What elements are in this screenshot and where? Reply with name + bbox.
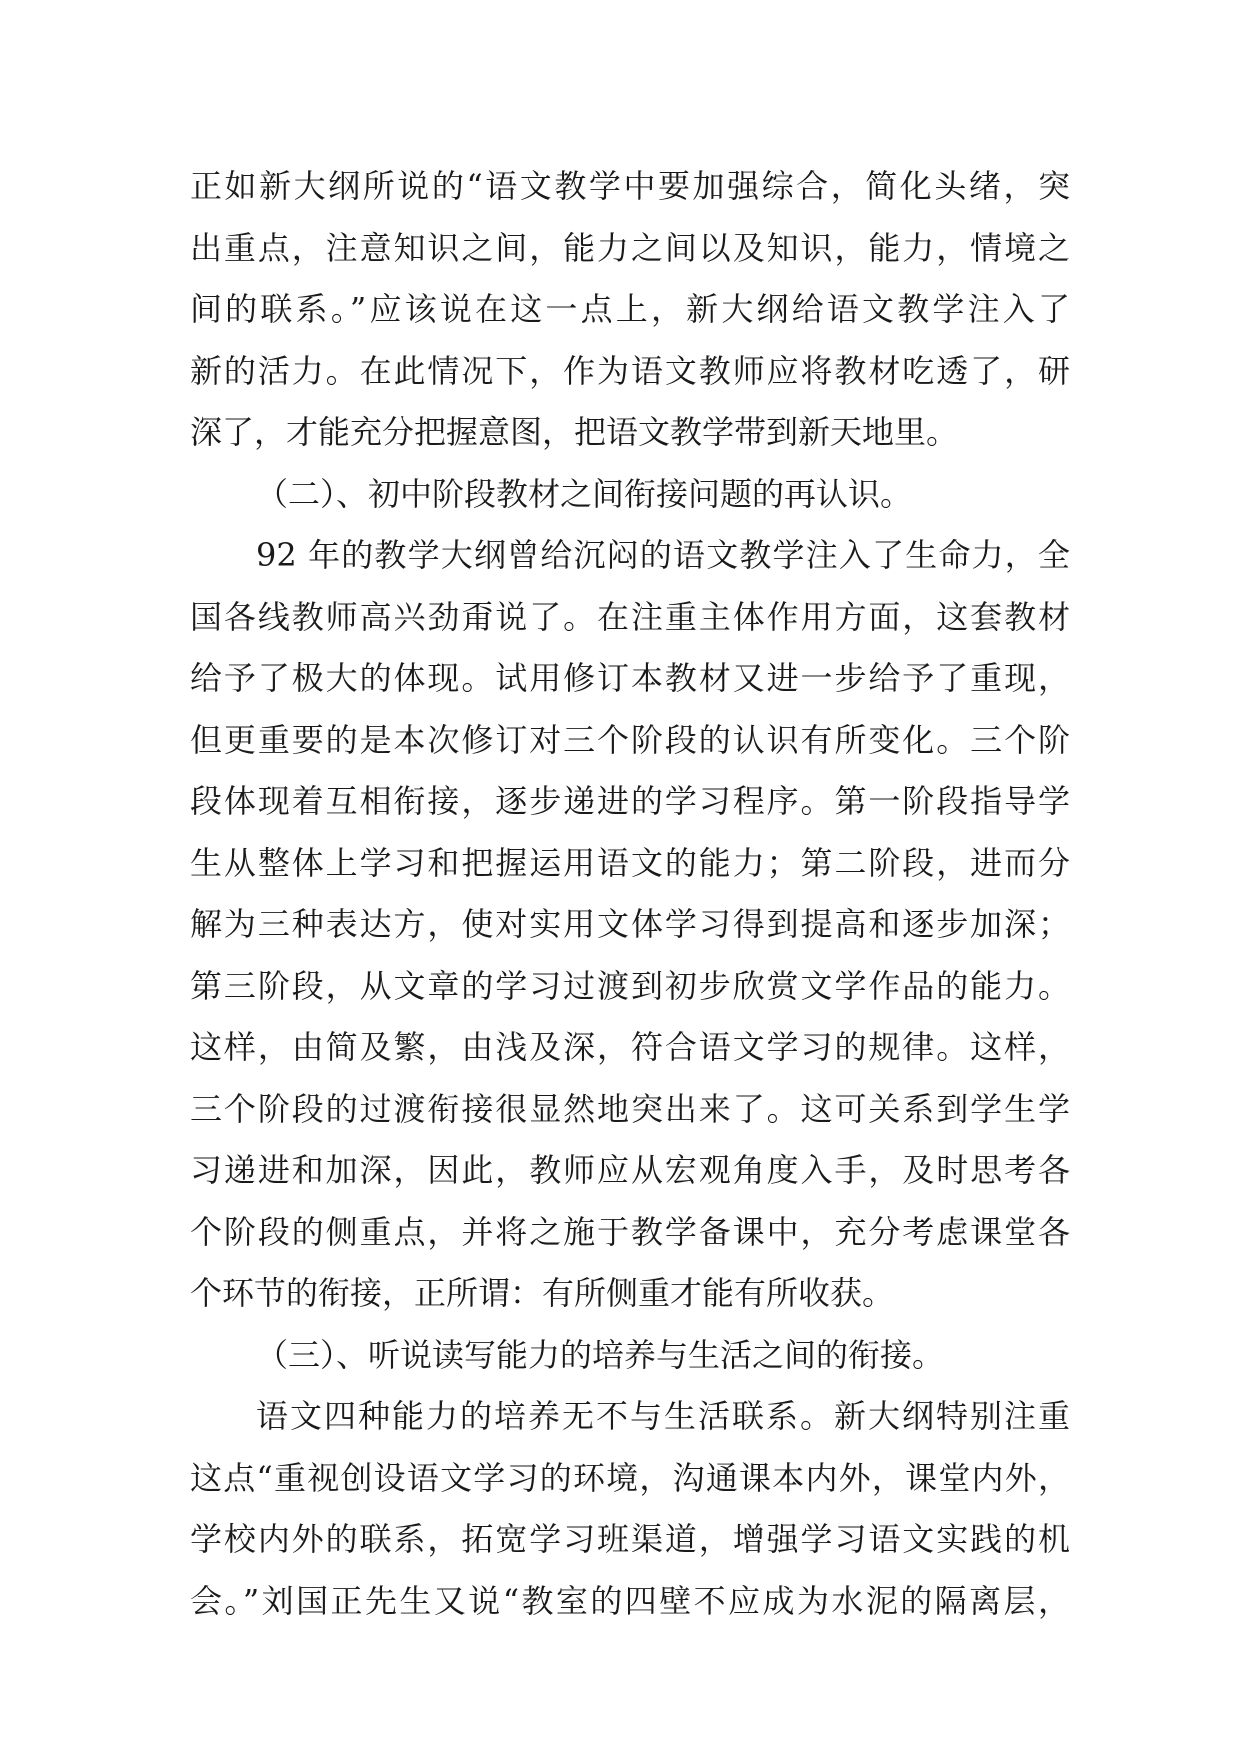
text-line: 深了，才能充分把握意图，把语文教学带到新天地里。	[190, 413, 959, 451]
text-line: 间的联系。”应该说在这一点上，新大纲给语文教学注入了	[190, 290, 1070, 328]
text-line: 学校内外的联系，拓宽学习班渠道，增强学习语文实践的机	[190, 1520, 1070, 1558]
text-line: 给予了极大的体现。试用修订本教材又进一步给予了重现，	[190, 659, 1070, 697]
text-line: 段体现着互相衔接，逐步递进的学习程序。第一阶段指导学	[190, 782, 1070, 820]
paragraph-first-line: 92 年的教学大纲曾给沉闷的语文教学注入了生命力，全	[256, 536, 1070, 574]
text-line: 这点“重视创设语文学习的环境，沟通课本内外，课堂内外，	[190, 1458, 1070, 1497]
text-line: 习递进和加深，因此，教师应从宏观角度入手，及时思考各	[190, 1151, 1070, 1189]
text-line: 新的活力。在此情况下，作为语文教师应将教材吃透了，研	[190, 351, 1070, 390]
text-line: 三个阶段的过渡衔接很显然地突出来了。这可关系到学生学	[190, 1089, 1070, 1128]
text-line: 这样，由简及繁，由浅及深，符合语文学习的规律。这样，	[190, 1028, 1070, 1066]
text-line: 但更重要的是本次修订对三个阶段的认识有所变化。三个阶	[190, 720, 1070, 759]
body-text	[190, 156, 1070, 1632]
paragraph-first-line: （二）、初中阶段教材之间衔接问题的再认识。	[256, 474, 913, 513]
text-line: 解为三种表达方，使对实用文体学习得到提高和逐步加深；	[190, 905, 1070, 943]
text-line: 出重点，注意知识之间，能力之间以及知识，能力，情境之	[190, 228, 1070, 267]
text-line: 正如新大纲所说的“语文教学中要加强综合，简化头绪，突	[190, 167, 1070, 205]
text-line: 会。”刘国正先生又说“教室的四壁不应成为水泥的隔离层，	[190, 1581, 1070, 1620]
text-line: 个环节的衔接，正所谓：有所侧重才能有所收获。	[190, 1274, 895, 1312]
text-line: 第三阶段，从文章的学习过渡到初步欣赏文学作品的能力。	[190, 966, 1070, 1005]
paragraph-first-line: （三）、听说读写能力的培养与生活之间的衔接。	[256, 1335, 945, 1374]
text-line: 个阶段的侧重点，并将之施于教学备课中，充分考虑课堂各	[190, 1212, 1070, 1251]
text-line: 国各线教师高兴劲甭说了。在注重主体作用方面，这套教材	[190, 597, 1070, 636]
text-line: 生从整体上学习和把握运用语文的能力；第二阶段，进而分	[190, 843, 1070, 882]
paragraph-first-line: 语文四种能力的培养无不与生活联系。新大纲特别注重	[256, 1397, 1070, 1435]
